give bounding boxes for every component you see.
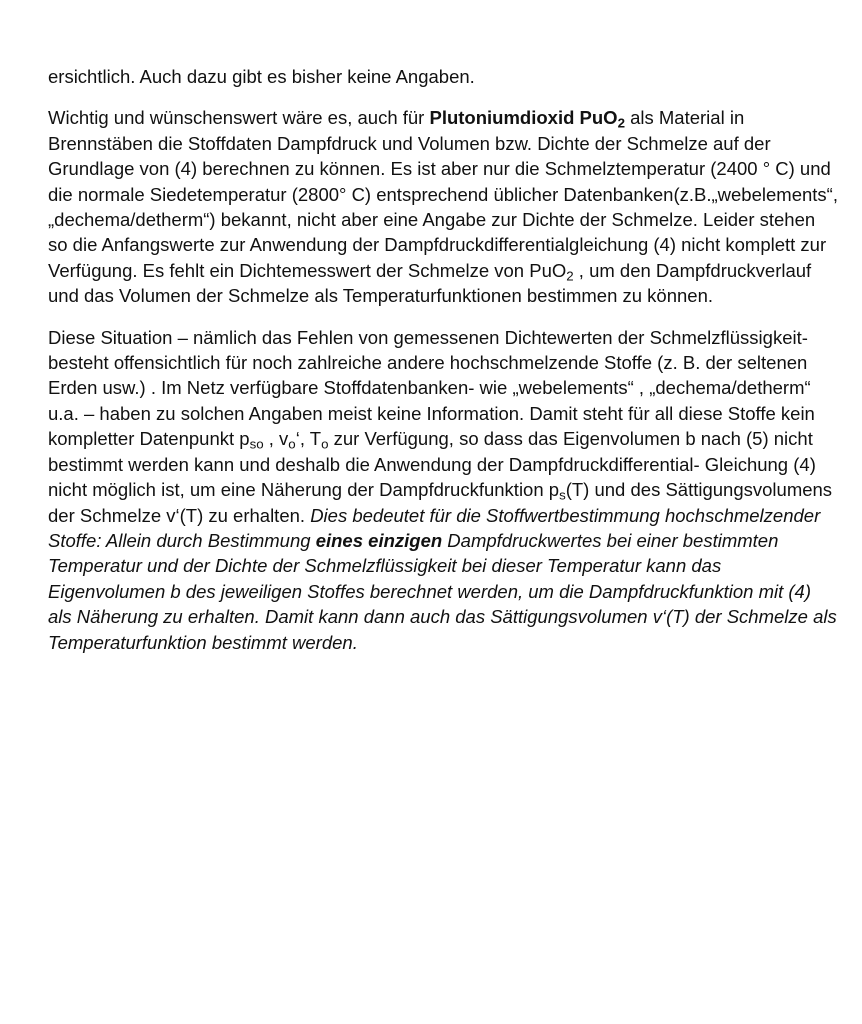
p2-subscript-1: 2 [566,268,574,284]
p3-bold-italic: eines einzigen [315,529,443,551]
p3-italic-passage [48,505,837,653]
p3-text-3: ‘, T [295,428,322,450]
p3-text-5: (T) und des Sättigungsvolumens der Schmelze v‘(T) zu erhalten. [48,479,833,526]
paragraph-1 [48,64,838,89]
p2-text-3: , um den Dampfdruckverlauf und das Volumen der Schmelze als Temperaturfunktionen bestimmen zu können. [48,259,812,307]
p3-italic-2: Dampfdruckwertes bei einer bestimmten Temperatur und der Dichte der Schmelzflüssigkeit bei dieser Temperatur kann das Eigenvolumen b des jeweiligen Stoffes berechnet werden, um die Dampfdruckfunktion mit (4) als Näherung zu erhalten. Damit kann dann auch das Sättigungsvolumen v‘(T) der Schmelze als Temperaturfunktion bestimmt werden. [48,529,837,653]
p2-bold-text: Plutoniumdioxid PuO [429,107,618,129]
p3-subscript-4: s [559,487,566,503]
p1-text: ersichtlich. Auch dazu gibt es bisher keine Angaben. [48,66,475,87]
p3-subscript-2: o [288,436,296,452]
paragraph-2 [48,105,838,308]
document-page [48,64,838,671]
p3-subscript-1: so [249,436,264,452]
p2-text-1: Wichtig und wünschenswert wäre es, auch für [48,107,430,129]
p3-text-4: zur Verfügung, so dass das Eigenvolumen b nach (5) nicht bestimmt werden kann und deshalb die Anwendung der Dampfdruckdifferential- Gleichung (4) nicht möglich ist, um eine Näherung der Dampfdruckfunktion p [48,428,816,501]
p3-text-1: Diese Situation – nämlich das Fehlen von gemessenen Dichtewerten der Schmelzflüssigkeit- besteht offensichtlich für noch zahlreiche andere hochschmelzende Stoffe (z. B. der seltenen Erden usw.) . Im Netz verfügbare Stoffdatenbanken- wie „webelements“ , „dechema/detherm“ u.a. – haben zu solchen Angaben meist keine Information. Damit steht für all diese Stoffe kein kompletter Datenpunkt p [48,326,815,450]
p3-italic-1: Dies bedeutet für die Stoffwertbestimmung hochschmelzender Stoffe: Allein durch Bestimmung [48,504,821,551]
p2-bold-subscript: 2 [617,115,625,131]
paragraph-3 [48,325,838,655]
p2-text-2: als Material in Brennstäben die Stoffdaten Dampfdruck und Volumen bzw. Dichte der Schmelze auf der Grundlage von (4) berechnen zu können. Es ist aber nur die Schmelztemperatur (2400 ° C) und die normale Siedetemperatur (2800° C) entsprechend üblicher Datenbanken(z.B.„webelements“,„dechema/detherm“) bekannt, nicht aber eine Angabe zur Dichte der Schmelze. Leider stehen so die Anfangswerte zur Anwendung der Dampfdruckdifferentialgleichung (4) nicht komplett zur Verfügung. Es fehlt ein Dichtemesswert der Schmelze von PuO [48,107,838,281]
p2-bold-compound [429,107,625,131]
p3-subscript-3: o [321,436,329,452]
p3-text-2: , v [263,428,289,450]
